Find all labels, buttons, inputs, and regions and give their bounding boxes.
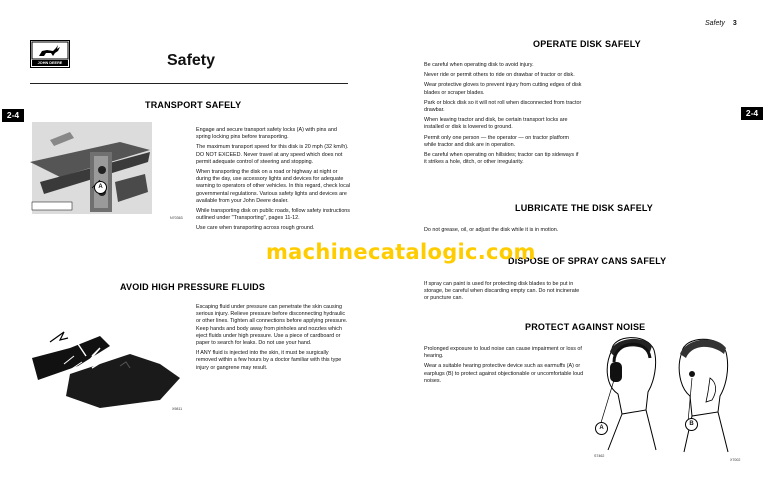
operate-para-3: Wear protective gloves to prevent injury from cutting edges of disk blades or scraper blades.	[424, 82, 582, 96]
transport-para-2: The maximum transport speed for this disk is 20 mph (32 km/h). DO NOT EXCEED. Never travel at any speed which does not permit adequate control of steering and stopping.	[196, 144, 349, 165]
noise-para-1: Prolonged exposure to loud noise can cause impairment or loss of hearing.	[424, 346, 582, 360]
callout-a-transport: A	[94, 181, 107, 194]
operate-para-6: Permit only one person — the operator — on tractor platform while tractor and disk are in operation.	[424, 134, 570, 148]
transport-para-1: Engage and secure transport safety locks (A) with pins and spring locking pins before transporting.	[196, 127, 337, 141]
lubricate-para-1: Do not grease, oil, or adjust the disk while it is in motion.	[424, 227, 559, 233]
transport-heading: TRANSPORT SAFELY	[145, 100, 242, 110]
noise-figure-code-2: X7002	[730, 458, 741, 462]
callout-b-noise: B	[685, 418, 698, 431]
title-rule	[30, 83, 348, 84]
operate-para-7: Be careful when operating on hillsides; tractor can tip sideways if it strikes a hole, ditch, or other irregularity.	[424, 152, 579, 166]
noise-body	[424, 346, 584, 388]
operate-body	[424, 62, 582, 169]
transport-para-4: While transporting disk on public roads, follow safety instructions outlined under "Transporting", pages 11-12.	[196, 208, 351, 222]
lubricate-body	[424, 227, 654, 237]
operate-para-4: Park or block disk so it will not roll when disconnected from tractor drawbar.	[424, 99, 582, 114]
lubricate-heading: LUBRICATE THE DISK SAFELY	[515, 203, 654, 213]
transport-para-3: When transporting the disk on a road or highway at night or during the day, use accessory lights and devices for adequate warning to operators of other vehicles. In this regard, check local governmental regulations. Various safety lights and devices are available from your John Deere dealer.	[196, 169, 351, 204]
running-header	[705, 20, 737, 27]
watermark-text: machinecatalogic.com	[266, 240, 536, 264]
callout-a-noise: A	[595, 422, 608, 435]
page-tab-right: 2-4	[741, 107, 763, 120]
page-tab-left: 2-4	[2, 109, 24, 122]
fluids-heading: AVOID HIGH PRESSURE FLUIDS	[120, 282, 266, 292]
transport-para-5: Use care when transporting across rough ground.	[196, 225, 315, 232]
spray-para-1: If spray can paint is used for protecting disk blades to be put in storage, be careful when discarding empty can. Do not incinerate or puncture can.	[424, 281, 580, 302]
john-deere-logo	[30, 40, 70, 68]
page-number: 3	[732, 20, 737, 27]
transport-figure	[30, 122, 185, 222]
noise-para-2: Wear a suitable hearing protective device such as earmuffs (A) or earplugs (B) to protect against objectionable or uncomfortable loud noises.	[424, 363, 584, 384]
fluids-figure-code: X9811	[172, 407, 183, 411]
transport-lock-illustration	[30, 122, 185, 222]
noise-heading: PROTECT AGAINST NOISE	[525, 322, 646, 332]
spray-body	[424, 281, 582, 306]
fluids-para-1: Escaping fluid under pressure can penetrate the skin causing serious injury. Relieve pressure before disconnecting hydraulic or other lines. Tighten all connections before applying pressure. Keep hands and body away from pinholes and nozzles which eject fluids under high pressure. Use a piece of cardboard or paper to search for leaks. Do not use your hand.	[196, 304, 348, 347]
operate-heading: OPERATE DISK SAFELY	[533, 39, 641, 49]
hearing-protection-illustration	[592, 330, 742, 465]
operate-para-2: Never ride or permit others to ride on drawbar of tractor or disk.	[424, 72, 575, 79]
noise-figure	[592, 330, 742, 465]
page-title: Safety	[167, 52, 216, 69]
operate-para-1: Be careful when operating disk to avoid injury.	[424, 62, 534, 68]
fluids-figure	[30, 318, 190, 413]
spray-heading: DISPOSE OF SPRAY CANS SAFELY	[508, 256, 667, 266]
fluids-para-2: If ANY fluid is injected into the skin, it must be surgically removed within a few hours by a doctor familiar with this type injury or gangrene may result.	[196, 350, 342, 371]
transport-body	[196, 127, 350, 236]
noise-figure-code: S7462	[594, 454, 605, 458]
fluids-body	[196, 304, 350, 375]
transport-figure-code: N70363	[170, 216, 183, 220]
logo-text: JOHN DEERE	[37, 61, 63, 65]
header-section: Safety	[705, 20, 725, 27]
high-pressure-fluid-illustration	[30, 318, 190, 413]
operate-para-5: When leaving tractor and disk, be certain transport locks are installed or disk is lowered to ground.	[424, 117, 568, 131]
